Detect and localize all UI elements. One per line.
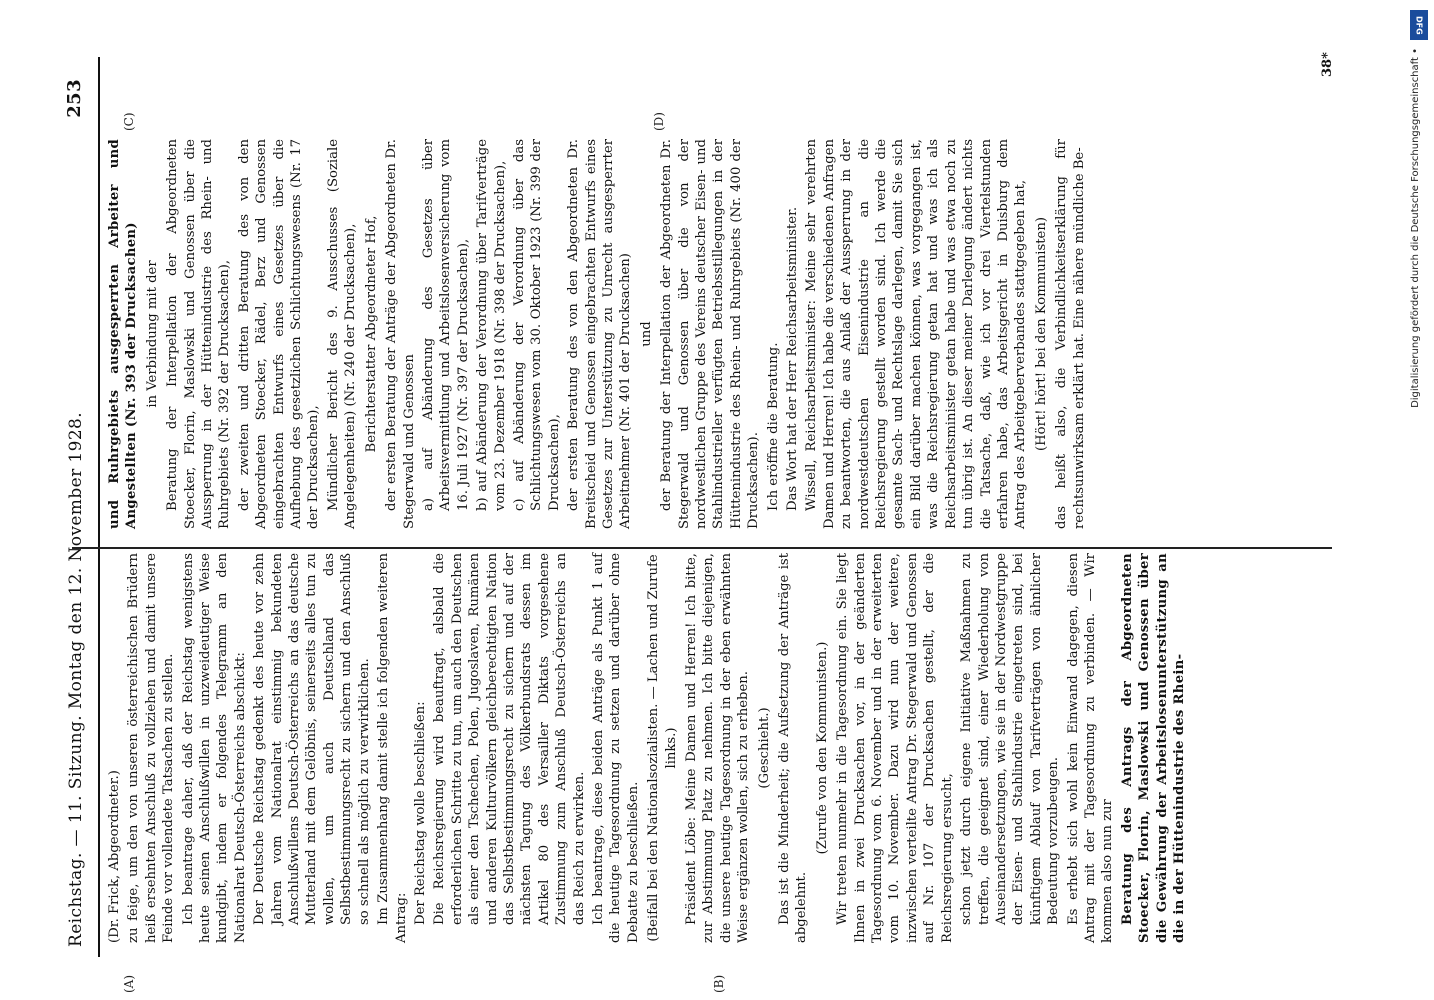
paragraph: Ich eröffne die Beratung.	[765, 342, 781, 511]
speaker-continuation: (Dr. Frick, Abgeordneter.)	[107, 770, 122, 943]
report-reference: Mündlicher Bericht des 9. Ausschusses (Soziale Angelegenheiten) (Nr. 240 der Drucksachen),	[325, 139, 359, 529]
left-column	[106, 553, 1190, 943]
paragraph: Ich beantrage, diese beiden Anträge als Punkt 1 auf die heutige Tagesordnung zu setzen und darüber ohne Debatte zu beschließen.	[590, 553, 641, 943]
agenda-item: der Beratung der Interpellation der Abgeordneten Dr. Stegerwald und Genossen über die von der nordwestlichen Gruppe des Vereins deutscher Eisen- und Stahlindustrieller verfügten Betriebsstillegungen in der Hüttenindustrie des Rhein- und Ruhrgebiets (Nr. 400 der Drucksachen).	[659, 139, 762, 529]
paragraph: Das Wort hat der Herr Reichsarbeitsminister.	[785, 206, 801, 511]
digitization-notice	[1408, 8, 1430, 428]
paragraph: das heißt also, die Verbindlichkeitserklärung für rechtsunwirksam erklärt hat. Eine nähere mündliche Be-	[1054, 139, 1087, 529]
paragraph: zu feige, um den von unseren österreichischen Brüdern heiß ersehnten Anschluß zu vollziehen und damit unsere Feinde vor vollendete Tatsachen zu stellen.	[126, 553, 177, 943]
column-divider	[72, 547, 1332, 549]
paragraph: Im Zusammenhang damit stelle ich folgenden weiteren Antrag:	[376, 553, 409, 943]
sheet-number: 38*	[1320, 52, 1335, 77]
motion-c: c) auf Abänderung der Verordnung über das Schlichtungswesen vom 30. Oktober 1923 (Nr. 399 der Drucksachen),	[511, 139, 562, 511]
agenda-item: der ersten Beratung der Anträge der Abgeordneten Dr. Stegerwald und Genossen	[384, 139, 417, 529]
rotated-document-page	[62, 52, 1352, 993]
interjection: (Zurufe von den Kommunisten.)	[814, 641, 830, 855]
margin-mark-d: (D)	[652, 112, 666, 131]
agenda-item: Beratung der Interpellation der Abgeordneten Stoecker, Florin, Maslowski und Genossen über die Aussperrung in der Hüttenindustrie des Rhein- und Ruhrgebiets (Nr. 392 der Drucksachen),	[165, 139, 233, 529]
margin-mark-a: (A)	[122, 974, 136, 993]
connector: in Verbindung mit der	[144, 260, 160, 408]
paragraph: Ich beantrage daher, daß der Reichstag wenigstens heute seinen Anschlußwillen in unzweideutiger Weise kundgibt, indem er folgendes Telegramm an den Nationalrat Deutsch-Österreichs abschickt:	[180, 553, 248, 943]
connector: und	[638, 321, 654, 347]
motion-a: a) auf Abänderung des Gesetzes über Arbeitsvermittlung und Arbeitslosenversicherung vom 16. Juli 1927 (Nr. 397 der Drucksachen),	[420, 139, 471, 511]
margin-mark-c: (C)	[122, 112, 136, 131]
paragraph: Wir treten nunmehr in die Tagesordnung ein. Sie liegt Ihnen in zwei Drucksachen vor, in der geänderten Tagesordnung vom 6. November und in der erweiterten vom 10. November. Dazu wird nun der weitere, inzwischen verteilte Antrag Dr. Stegerwald und Genossen auf Nr. 107 der Drucksachen gestellt, der die Reichsregierung ersucht,	[835, 553, 955, 943]
page-number: 253	[64, 79, 85, 118]
running-head: Reichstag. — 11. Sitzung. Montag den 12. November 1928.	[66, 411, 86, 947]
interjection: (Geschieht.)	[756, 707, 772, 789]
header-rule	[98, 57, 100, 957]
interjection: (Hört! hört! bei den Kommunisten)	[1033, 217, 1049, 451]
minister-speech: Wissell, Reichsarbeitsminister: Meine sehr verehrten Damen und Herren! Ich habe die verschiedenen Anfragen zu beantworten, die aus Anlaß der Aussperrung in der nordwestdeutschen Eisenindustrie an die Reichsregierung gestellt worden sind. Ich werde die gesamte Sach- und Rechtslage darlegen, damit Sie sich ein Bild darüber machen können, was vorgegangen ist, was die Reichsregierung getan hat und was ich als Reichsarbeitsminister getan habe und was etwa noch zu tun übrig ist. An dieser meiner Darlegung ändert nichts die Tatsache, daß, wie ich vor drei Viertelstunden erfahren habe, das Arbeitsgericht in Duisburg dem Antrag des Arbeitgeberverbandes stattgegeben hat,	[804, 139, 1029, 529]
right-column	[106, 139, 1090, 529]
interjection: (Beifall bei den Nationalsozialisten. — Lachen und Zurufe links.)	[646, 554, 679, 942]
paragraph: Es erhebt sich wohl kein Einwand dagegen, diesen Antrag mit der Tagesordnung zu verbinden. — Wir kommen also nun zur	[1065, 553, 1116, 943]
president-speech: Präsident Löbe: Meine Damen und Herren! Ich bitte, zur Abstimmung Platz zu nehmen. Ich bitte diejenigen, die unsere heutige Tagesordnung in der eben erwähnten Weise ergänzen wollen, sich zu erheben.	[684, 553, 752, 943]
page-header	[62, 57, 96, 957]
paragraph: Das ist die Minderheit; die Aufsetzung der Anträge ist abgelehnt.	[777, 553, 810, 943]
agenda-item: der zweiten und dritten Beratung des von den Abgeordneten Stoecker, Rädel, Berz und Genossen eingebrachten Entwurfs eines Gesetzes über die Aufhebung des gesetzlichen Schlichtungswesens (Nr. 17 der Drucksachen),	[236, 139, 322, 529]
agenda-item: und Ruhrgebiets ausgesperrten Arbeiter und Angestellten (Nr. 393 der Drucksachen)	[107, 139, 140, 529]
digitization-text: Digitalisierung gefördert durch die Deutsche Forschungsgemeinschaft •	[1410, 48, 1421, 408]
telegram-text: Der Deutsche Reichstag gedenkt des heute vor zehn Jahren vom Nationalrat einstimmig bekundeten Anschlußwillens Deutsch-Österreichs an das deutsche Mutterland mit dem Gelöbnis, seinerseits alles tun zu wollen, um auch Deutschland das Selbstbestimmungsrecht zu sichern und den Anschluß so schnell als möglich zu verwirklichen.	[252, 553, 372, 925]
agenda-item: Beratung des Antrags der Abgeordneten Stoecker, Florin, Maslowski und Genossen über die Gewährung der Arbeitslosenunterstützung an die in der Hüttenindustrie des Rhein-	[1119, 553, 1187, 943]
agenda-item: der ersten Beratung des von den Abgeordneten Dr. Breitscheid und Genossen eingebrachten Entwurfs eines Gesetzes zur Unterstützung zu Unrecht ausgesperrter Arbeitnehmer (Nr. 401 der Drucksachen)	[566, 139, 634, 529]
margin-mark-b: (B)	[712, 974, 726, 993]
paragraph: Der Reichstag wolle beschließen:	[412, 701, 428, 925]
motion-text: Die Reichsregierung wird beauftragt, alsbald die erforderlichen Schritte zu tun, um auch den Deutschen als einer den Tschechen, Polen, Jugoslaven, Rumänen und anderen Kulturvölkern gleichberechtigten Nation das Selbstbestimmungsrecht zu sichern und auf der nächsten Tagung des Völkerbundsrats dessen im Artikel 80 des Versailler Diktats vorgesehene Zustimmung zum Anschluß Deutsch-Österreichs an das Reich zu erwirken.	[432, 553, 587, 925]
dfg-logo: DFG	[1410, 10, 1428, 40]
rapporteur: Berichterstatter Abgeordneter Hof,	[363, 215, 379, 453]
motion-b: b) auf Abänderung der Verordnung über Tarifverträge vom 23. Dezember 1918 (Nr. 398 der Drucksachen),	[475, 139, 508, 511]
motion-text: schon jetzt durch eigene Initiative Maßnahmen zu treffen, die geeignet sind, einer Wiederholung von Auseinandersetzungen, wie sie in der Nordwestgruppe der Eisen- und Stahlindustrie eingetreten sind, bei künftigem Ablauf von Tarifverträgen von ähnlicher Bedeutung vorzubeugen.	[959, 553, 1062, 925]
